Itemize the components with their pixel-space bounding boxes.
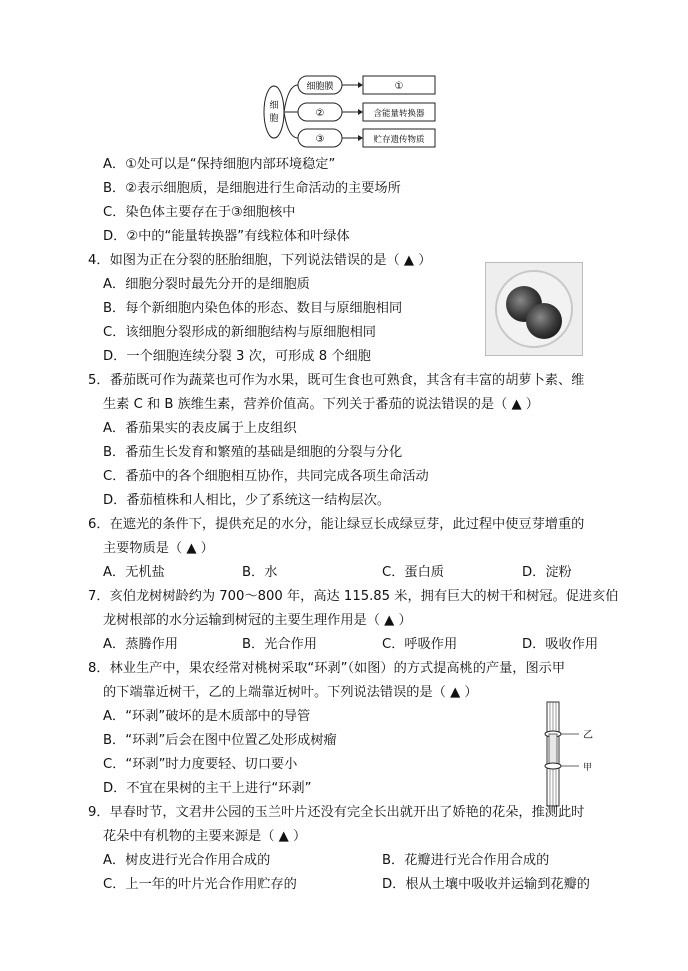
result-label-1: ①	[394, 81, 404, 92]
root-oval	[264, 86, 284, 138]
q4-option-d[interactable]: D．一个细胞连续分裂 3 次，可形成 8 个细胞	[103, 349, 371, 364]
q5-option-c[interactable]: C．番茄中的各个细胞相互协作，共同完成各项生命活动	[103, 469, 429, 484]
girdling-tree-figure	[535, 700, 605, 808]
q7-stem-line2: 龙树根部的水分运输到树冠的主要生理作用是（ ▲ ）	[103, 613, 412, 628]
q5-option-a[interactable]: A．番茄果实的表皮属于上皮组织	[103, 421, 297, 436]
result-label-2: 含能量转换器	[373, 109, 425, 119]
connector-bottom	[284, 112, 298, 138]
root-label-1: 细	[269, 101, 279, 111]
q8-stem-line1: 8．林业生产中，果农经常对桃树采取“环剥”（如图）的方式提高桃的产量，图示甲	[88, 661, 566, 676]
node-label-3: ③	[315, 134, 325, 145]
q8-option-a[interactable]: A．“环剥”破坏的是木质部中的导管	[103, 709, 311, 724]
q7-option-c[interactable]: C．呼吸作用	[382, 637, 458, 652]
q6-option-b[interactable]: B．水	[242, 565, 278, 580]
q4-option-c[interactable]: C．该细胞分裂形成的新细胞结构与原细胞相同	[103, 325, 376, 340]
cell-structure-diagram	[262, 72, 438, 152]
q4-option-b[interactable]: B．每个新细胞内染色体的形态、数目与原细胞相同	[103, 301, 403, 316]
label-jia: 甲	[583, 763, 593, 773]
q5-stem-line2: 生素 C 和 B 族维生素，营养价值高。下列关于番茄的说法错误的是（ ▲ ）	[103, 397, 539, 412]
q7-stem-line1: 7．亥伯龙树树龄约为 700～800 年，高达 115.85 米，拥有巨大的树干和树冠。促进亥伯	[88, 589, 619, 604]
node-label-2: ②	[315, 108, 325, 119]
q3-option-a[interactable]: A．①处可以是“保持细胞内部环境稳定”	[103, 157, 336, 172]
q3-option-b[interactable]: B．②表示细胞质，是细胞进行生命活动的主要场所	[103, 181, 401, 196]
result-label-3: 贮存遗传物质	[373, 135, 425, 145]
q5-option-d[interactable]: D．番茄植株和人相比，少了系统这一结构层次。	[103, 493, 391, 508]
q9-stem-line1: 9．早春时节，文君井公园的玉兰叶片还没有完全长出就开出了娇艳的花朵，推测此时	[88, 805, 585, 820]
q9-stem-line2: 花朵中有机物的主要来源是（ ▲ ）	[103, 829, 307, 844]
q8-stem-line2: 的下端靠近树干，乙的上端靠近树叶。下列说法错误的是（ ▲ ）	[103, 685, 478, 700]
root-label-2: 胞	[269, 114, 279, 124]
q3-option-c[interactable]: C．染色体主要存在于③细胞核中	[103, 205, 296, 220]
arrowhead-2	[358, 109, 363, 115]
q7-option-a[interactable]: A．蒸腾作用	[103, 637, 178, 652]
q7-option-b[interactable]: B．光合作用	[242, 637, 317, 652]
q5-stem-line1: 5．番茄既可作为蔬菜也可作为水果，既可生食也可熟食，其含有丰富的胡萝卜素、维	[88, 373, 585, 388]
q6-stem-line2: 主要物质是（ ▲ ）	[103, 541, 214, 556]
embryo-cell-photo	[485, 262, 583, 356]
q9-option-c[interactable]: C．上一年的叶片光合作用贮存的	[103, 877, 297, 892]
connector-top	[284, 85, 298, 112]
q9-option-d[interactable]: D．根从土壤中吸收并运输到花瓣的	[382, 877, 590, 892]
q3-option-d[interactable]: D．②中的“能量转换器”有线粒体和叶绿体	[103, 229, 350, 244]
q6-option-d[interactable]: D．淀粉	[522, 565, 572, 580]
q9-option-b[interactable]: B．花瓣进行光合作用合成的	[382, 853, 550, 868]
label-yi: 乙	[583, 730, 593, 741]
q8-option-c[interactable]: C．“环剥”时力度要轻、切口要小	[103, 757, 298, 772]
q8-option-d[interactable]: D．不宜在果树的主干上进行“环剥”	[103, 781, 312, 796]
arrowhead-3	[358, 135, 363, 141]
q7-option-d[interactable]: D．吸收作用	[522, 637, 599, 652]
q5-option-b[interactable]: B．番茄生长发育和繁殖的基础是细胞的分裂与分化	[103, 445, 403, 460]
node-label-1: 细胞膜	[306, 82, 334, 92]
q6-option-c[interactable]: C．蛋白质	[382, 565, 444, 580]
q4-stem: 4．如图为正在分裂的胚胎细胞，下列说法错误的是（ ▲ ）	[88, 253, 432, 268]
q9-option-a[interactable]: A．树皮进行光合作用合成的	[103, 853, 271, 868]
q4-option-a[interactable]: A．细胞分裂时最先分开的是细胞质	[103, 277, 310, 292]
q6-option-a[interactable]: A．无机盐	[103, 565, 165, 580]
arrowhead-1	[358, 82, 363, 88]
q8-option-b[interactable]: B．“环剥”后会在图中位置乙处形成树瘤	[103, 733, 337, 748]
q6-stem-line1: 6．在遮光的条件下，提供充足的水分，能让绿豆长成绿豆芽，此过程中使豆芽增重的	[88, 517, 585, 532]
